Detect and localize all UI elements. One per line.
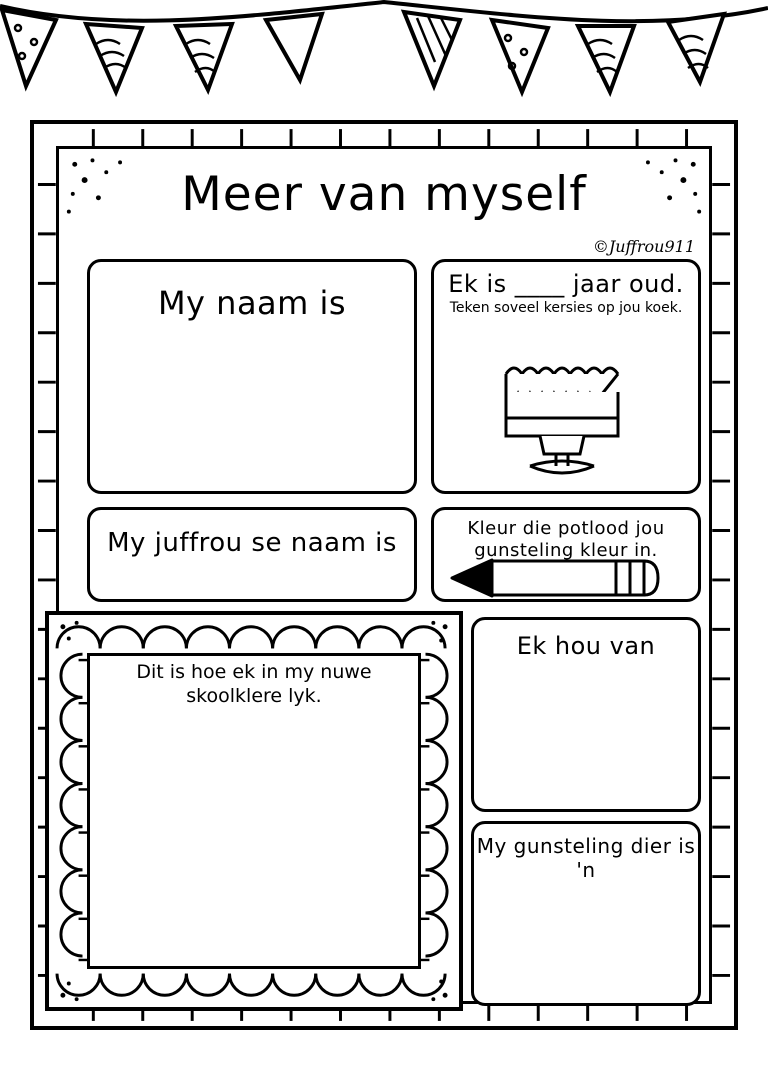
worksheet-inner-page [56, 146, 712, 1004]
age-box[interactable] [431, 259, 701, 494]
self-portrait-frame[interactable] [45, 611, 463, 1011]
favourite-animal-box[interactable] [471, 821, 701, 1006]
worksheet-frame [30, 120, 738, 1030]
age-box-sublabel: Teken soveel kersies op jou koek. [449, 300, 683, 316]
copyright-credit: ©Juffrou911 [592, 237, 695, 256]
cake-icon [484, 340, 654, 480]
teacher-name-box[interactable] [87, 507, 417, 602]
bunting-banner [0, 0, 768, 110]
self-portrait-label-line1: Dit is hoe ek in my nuwe [136, 661, 372, 683]
likes-box[interactable] [471, 617, 701, 812]
teacher-name-label: My juffrou se naam is [107, 528, 397, 558]
pencil-icon[interactable] [448, 556, 688, 600]
name-box-label: My naam is [157, 284, 347, 322]
age-box-label: Ek is ____ jaar oud. [448, 270, 684, 298]
pencil-color-box[interactable] [431, 507, 701, 602]
self-portrait-label-line2: skoolklere lyk. [186, 685, 322, 707]
favourite-animal-label: My gunsteling dier is 'n [476, 834, 696, 882]
name-box[interactable] [87, 259, 417, 494]
likes-box-label: Ek hou van [516, 632, 656, 660]
pencil-box-label-line1: Kleur die potlood jou [467, 518, 665, 539]
pencil-box-label-line2: gunsteling kleur in. [474, 539, 658, 561]
page-title: Meer van myself [181, 167, 587, 222]
